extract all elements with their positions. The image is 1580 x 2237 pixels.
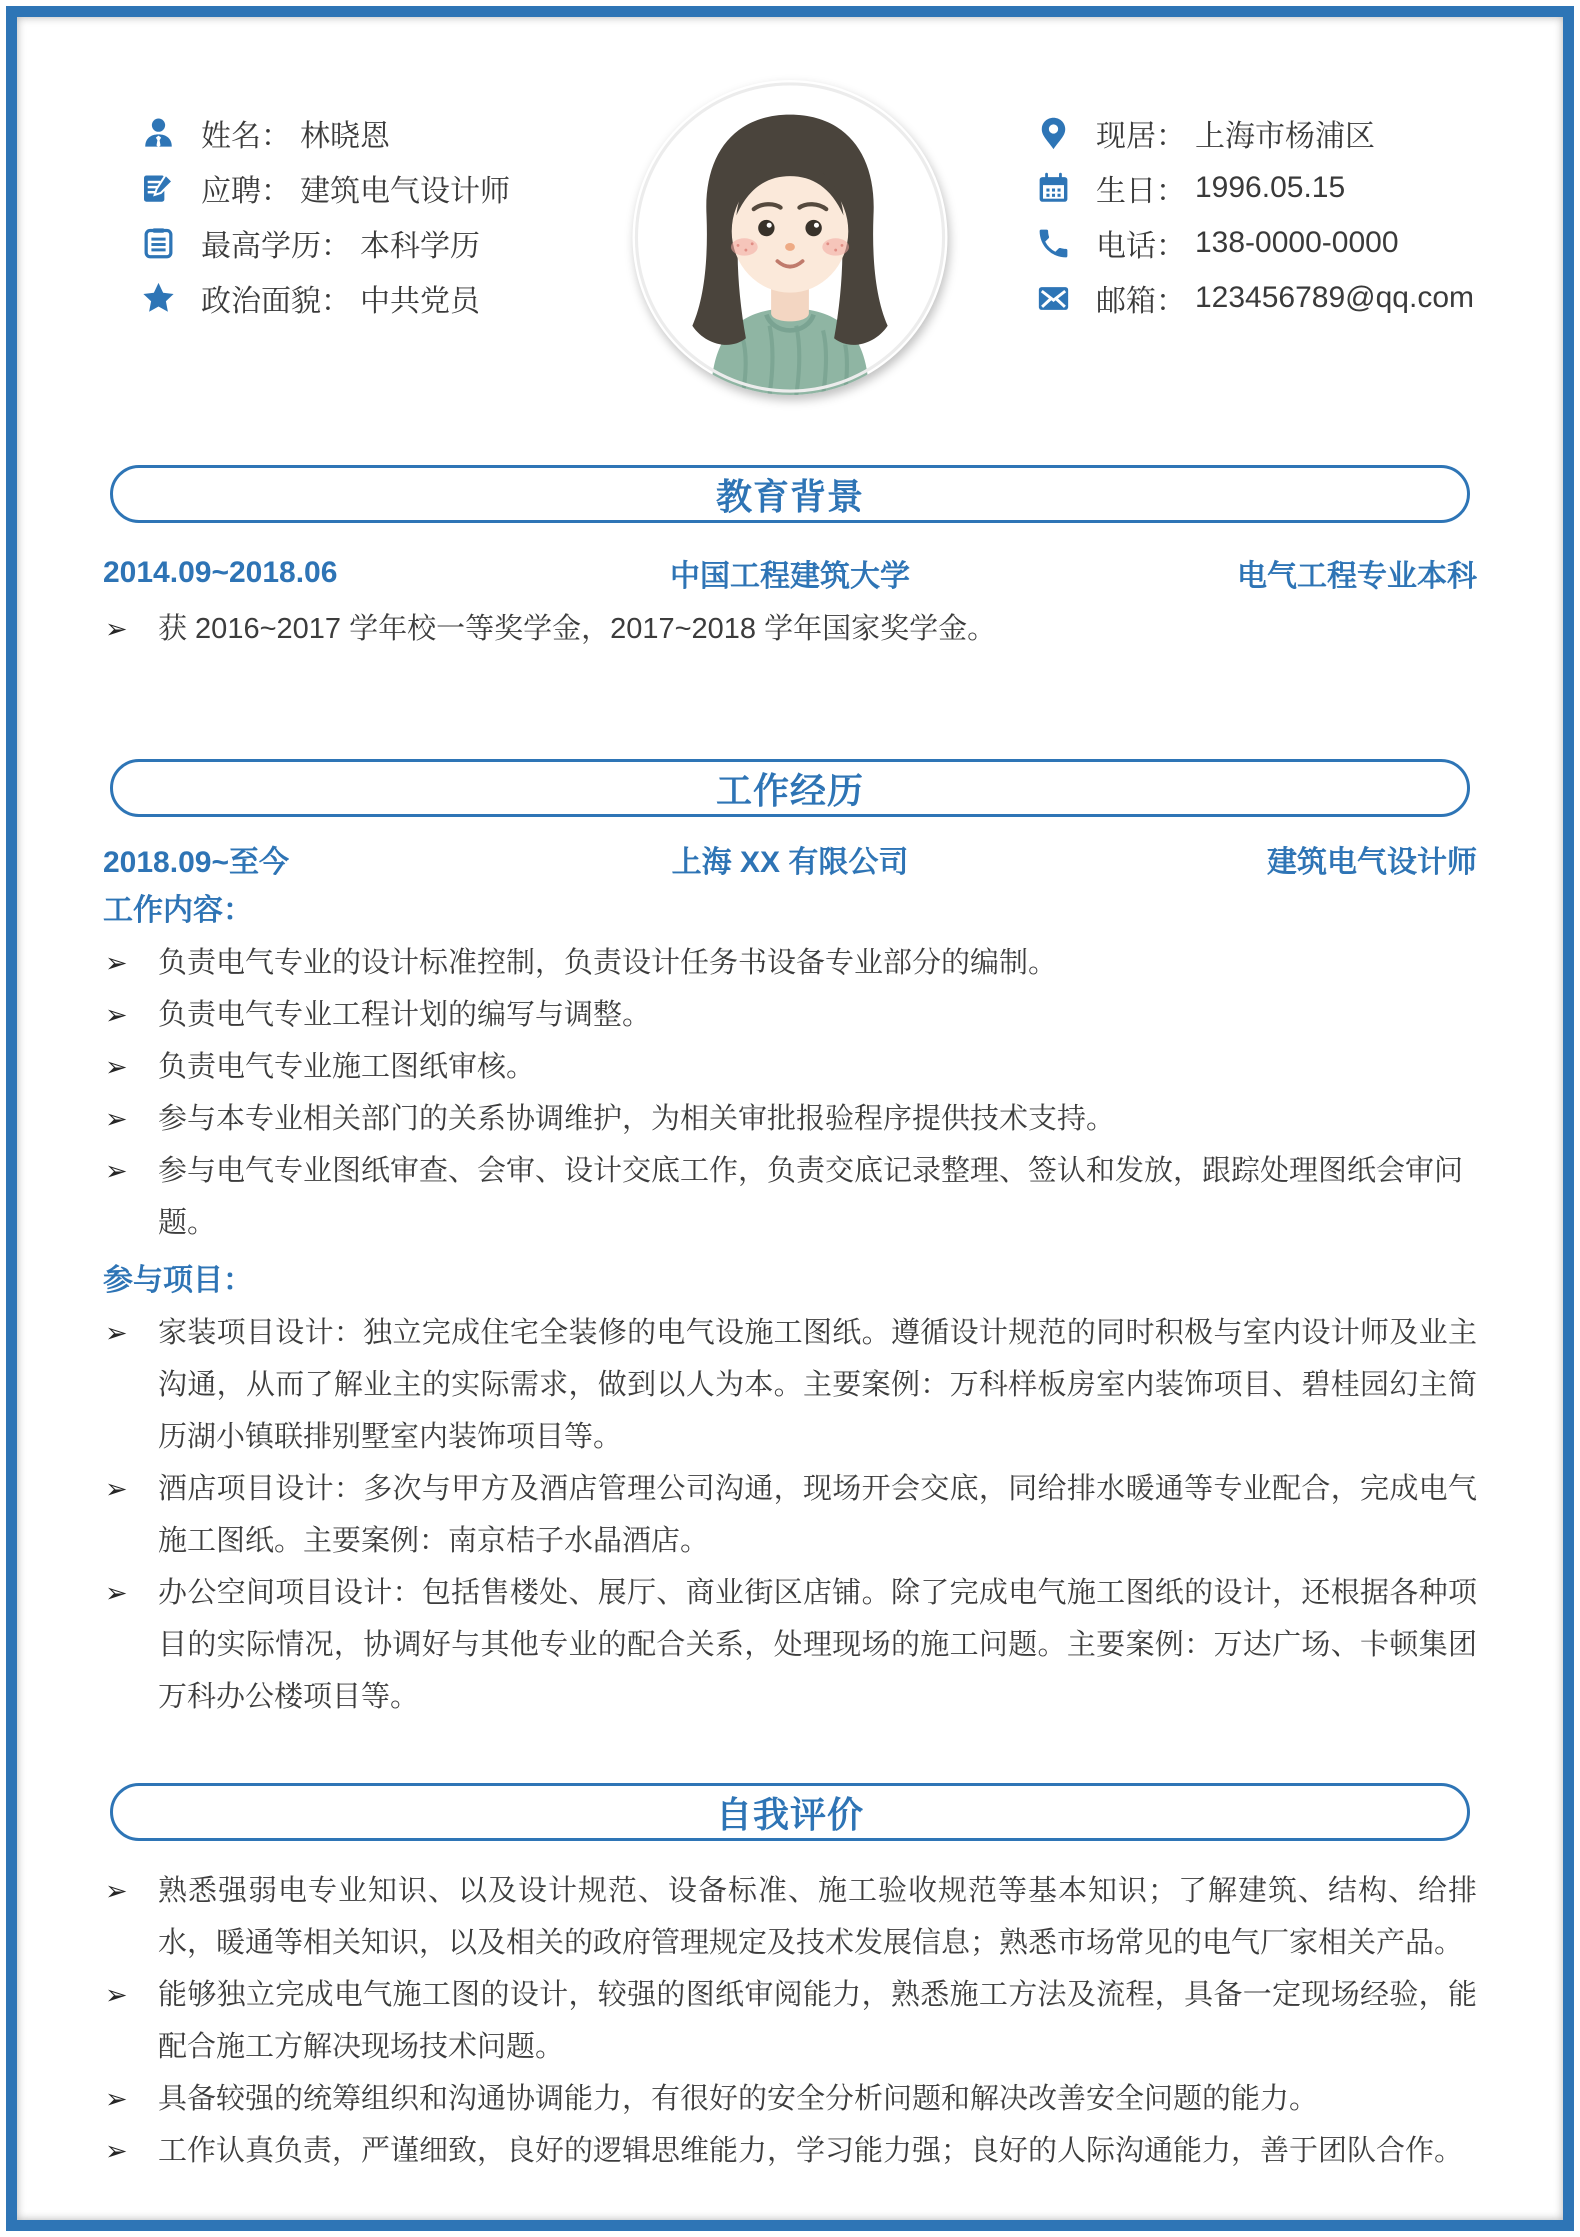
arrow-bullet-icon: ➢	[105, 2136, 128, 2166]
work-entry-row	[103, 839, 1477, 879]
list-item	[103, 1865, 1477, 1969]
section-work-experience	[103, 759, 1477, 1723]
profile-header	[103, 0, 1477, 465]
list-item	[103, 2125, 1477, 2177]
work-content-label: 工作内容：	[103, 894, 253, 927]
work-projects-label: 参与项目：	[103, 1264, 253, 1297]
section-header-work	[110, 759, 1470, 817]
resume-content	[103, 0, 1477, 2177]
profile-row-email	[1035, 281, 1474, 318]
arrow-bullet-icon: ➢	[105, 2084, 128, 2114]
arrow-bullet-icon: ➢	[105, 1474, 128, 1504]
profile-value: 上海市杨浦区	[1195, 120, 1375, 153]
self-evaluation-list	[103, 1865, 1477, 2177]
work-content-list	[103, 937, 1477, 1249]
profile-value: 建筑电气设计师	[300, 175, 510, 208]
section-title: 工作经历	[715, 769, 864, 811]
profile-row-political	[140, 281, 510, 318]
profile-label: 生日：	[1096, 175, 1186, 208]
bullet-text: 负责电气专业工程计划的编写与调整。	[158, 999, 652, 1031]
bullet-text: 负责电气专业施工图纸审核。	[158, 1051, 536, 1083]
email-icon	[1035, 280, 1072, 317]
arrow-bullet-icon: ➢	[105, 1104, 128, 1134]
bullet-text: 获 2016~2017 学年校一等奖学金，2017~2018 学年国家奖学金。	[158, 613, 997, 645]
arrow-bullet-icon: ➢	[105, 948, 128, 978]
work-projects-list	[103, 1307, 1477, 1723]
list-item	[103, 1145, 1477, 1249]
bullet-text: 家装项目设计：独立完成住宅全装修的电气设施工图纸。遵循设计规范的同时积极与室内设计师及业主沟通，从而了解业主的实际需求，做到以人为本。主要案例：万科样板房室内装饰项目、碧桂园幻主简历湖小镇联排别墅室内装饰项目等。	[158, 1317, 1477, 1453]
bullet-text: 负责电气专业的设计标准控制，负责设计任务书设备专业部分的编制。	[158, 947, 1058, 979]
bullet-text: 具备较强的统筹组织和沟通协调能力，有很好的安全分析问题和解决改善安全问题的能力。	[158, 2083, 1319, 2115]
list-item	[103, 937, 1477, 989]
section-header-self-evaluation	[110, 1783, 1470, 1841]
phone-icon	[1035, 225, 1072, 262]
arrow-bullet-icon: ➢	[105, 614, 128, 644]
arrow-bullet-icon: ➢	[105, 1052, 128, 1082]
profile-value: 林晓恩	[300, 120, 390, 153]
profile-label: 现居：	[1096, 120, 1186, 153]
bullet-text: 酒店项目设计：多次与甲方及酒店管理公司沟通，现场开会交底，同给排水暖通等专业配合，完成电气施工图纸。主要案例：南京桔子水晶酒店。	[158, 1473, 1477, 1557]
bullet-text: 参与电气专业图纸审查、会审、设计交底工作，负责交底记录整理、签认和发放，跟踪处理图纸会审问题。	[158, 1155, 1464, 1239]
bullet-text: 工作认真负责，严谨细致，良好的逻辑思维能力，学习能力强；良好的人际沟通能力，善于团队合作。	[158, 2135, 1464, 2167]
list-item	[103, 1463, 1477, 1567]
list-item	[103, 1041, 1477, 1093]
list-item	[103, 1969, 1477, 2073]
section-self-evaluation	[103, 1783, 1477, 2177]
bullet-text: 办公空间项目设计：包括售楼处、展厅、商业街区店铺。除了完成电气施工图纸的设计，还根据各种项目的实际情况，协调好与其他专业的配合关系，处理现场的施工问题。主要案例：万达广场、卡顿集团万科办公楼项目等。	[158, 1577, 1477, 1713]
profile-row-name	[140, 116, 510, 153]
list-item	[103, 1307, 1477, 1463]
section-education	[103, 465, 1477, 655]
profile-row-phone	[1035, 226, 1474, 263]
section-title: 教育背景	[715, 475, 864, 517]
profile-value: 138-0000-0000	[1195, 226, 1399, 259]
profile-value: 123456789@qq.com	[1195, 281, 1474, 314]
education-school: 中国工程建筑大学	[670, 560, 910, 593]
arrow-bullet-icon: ➢	[105, 1876, 128, 1906]
profile-row-birthday	[1035, 171, 1474, 208]
star-icon	[140, 280, 177, 317]
education-icon	[140, 225, 177, 262]
bullet-text: 能够独立完成电气施工图的设计，较强的图纸审阅能力，熟悉施工方法及流程，具备一定现场经验，能配合施工方解决现场技术问题。	[158, 1979, 1477, 2063]
avatar	[633, 80, 948, 395]
profile-label: 姓名：	[201, 120, 291, 153]
arrow-bullet-icon: ➢	[105, 1980, 128, 2010]
profile-row-apply	[140, 171, 510, 208]
list-item	[103, 1567, 1477, 1723]
education-bullet-list	[103, 603, 1477, 655]
list-item	[103, 1093, 1477, 1145]
profile-value: 本科学历	[360, 230, 480, 263]
calendar-icon	[1035, 170, 1072, 207]
arrow-bullet-icon: ➢	[105, 1156, 128, 1186]
profile-label: 最高学历：	[201, 230, 351, 263]
education-period: 2014.09~2018.06	[103, 556, 338, 589]
profile-row-location	[1035, 116, 1474, 153]
work-company: 上海 XX 有限公司	[671, 846, 909, 879]
arrow-bullet-icon: ➢	[105, 1578, 128, 1608]
profile-info-right	[1035, 116, 1474, 318]
education-major: 电气工程专业本科	[1237, 560, 1478, 593]
profile-value: 中共党员	[360, 285, 480, 318]
education-entry-row	[103, 553, 1477, 593]
work-position: 建筑电气设计师	[1267, 846, 1478, 879]
profile-value: 1996.05.15	[1195, 171, 1346, 204]
list-item	[103, 603, 1477, 655]
bullet-text: 参与本专业相关部门的关系协调维护，为相关审批报验程序提供技术支持。	[158, 1103, 1116, 1135]
section-header-education	[110, 465, 1470, 523]
profile-label: 应聘：	[201, 175, 291, 208]
location-icon	[1035, 115, 1072, 152]
profile-info-left	[140, 116, 510, 318]
work-period: 2018.09~至今	[103, 846, 289, 879]
profile-label: 邮箱：	[1096, 285, 1186, 318]
list-item	[103, 2073, 1477, 2125]
list-item	[103, 989, 1477, 1041]
arrow-bullet-icon: ➢	[105, 1000, 128, 1030]
section-title: 自我评价	[715, 1793, 864, 1835]
profile-label: 政治面貌：	[201, 285, 351, 318]
person-icon	[140, 115, 177, 152]
profile-label: 电话：	[1096, 230, 1186, 263]
bullet-text: 熟悉强弱电专业知识、以及设计规范、设备标准、施工验收规范等基本知识；了解建筑、结构、给排水，暖通等相关知识，以及相关的政府管理规定及技术发展信息；熟悉市场常见的电气厂家相关产品。	[158, 1875, 1477, 1959]
arrow-bullet-icon: ➢	[105, 1318, 128, 1348]
application-icon	[140, 170, 177, 207]
profile-row-degree	[140, 226, 510, 263]
